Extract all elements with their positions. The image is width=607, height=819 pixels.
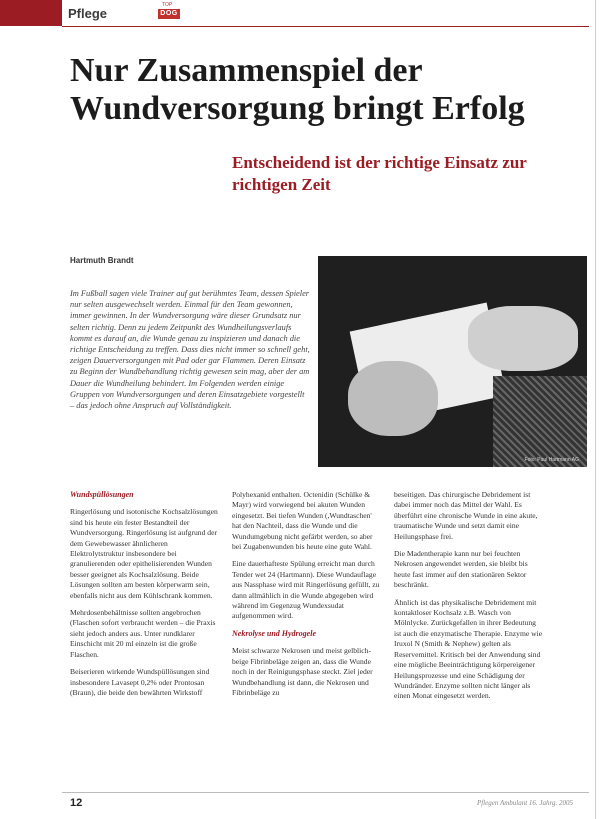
body-paragraph: Ähnlich ist das physikalische Debridement mit kontaktloser Kochsalz z.B. Wasch von Mölnlycke. Zurückgefallen in ihrer Bedeutung ist auch die enzymatische Therapie. Enzyme wie Iruxol N (Smith & Nephew) gelten als Reservemittel. Kritisch bei der Anwendung sind eine mögliche Beeinträchtigung körpereigener Heilungsprozesse und eine Schädigung der Wundränder. Enzyme sollten nicht länger als einen Monat eingesetzt werden. xyxy=(394,597,543,701)
page-number: 12 xyxy=(70,797,83,809)
header-rule xyxy=(62,26,589,27)
gloved-hand-left xyxy=(348,361,438,436)
article-title: Nur Zusammenspiel der Wundversorgung bringt Erfolg xyxy=(70,52,525,127)
article-subtitle: Entscheidend ist der richtige Einsatz zur richtigen Zeit xyxy=(232,153,527,194)
photo-credit: Foto: Paul Hartmann AG xyxy=(524,457,579,463)
body-paragraph: Polyhexanid enthalten. Octenidin (Schülke & Mayr) wird vorwiegend bei akuten Wunden eingesetzt. Bei tiefen Wunden (,Wundtaschen' hat den Nachteil, dass die Wunde und die Wundumgebung nicht gefärbt werden, so aber bei Zugabenwunden bis heute eine gute Wahl. xyxy=(232,490,373,552)
body-paragraph: Die Madentherapie kann nur bei feuchten Nekrosen angewendet werden, sie bleibt bis heute fast immer auf den stationären Sektor beschränkt. xyxy=(394,549,528,590)
page-edge-line xyxy=(595,0,596,819)
gloved-hand-right xyxy=(468,306,578,371)
journal-citation: Pflegen Ambulant 16. Jahrg. 2005 xyxy=(476,799,573,807)
body-paragraph: Ringerlösung und isotonische Kochsalzlösungen sind bis heute ein fester Bestandteil der Wundversorgung. Ringerlösung ist aufgrund der dem Gewebewasser ähnlicheren Elektrolytstruktur insbesondere bei granulierenden oder epithelisierenden Wunden besser geeignet als Kochsalzlösung. Beide Lösungen sollten am besten körperwarm sein, ebenfalls nicht aus dem Kühlschrank kommen. xyxy=(70,507,218,600)
body-paragraph: Eine dauerhafteste Spülung erreicht man durch Tender wet 24 (Hartmann). Diese Wundauflage aus Nassphase wird mit Ringerlösung gefüllt, zu dann allmählich in die Wunde abgegeben wird während im Gegenzug Wundexsudat aufgenommen wird. xyxy=(232,559,380,621)
body-paragraph: beseitigen. Das chirurgische Debridement ist dabei immer noch das Mittel der Wahl. Es überführt eine chronische Wunde in eine akute, traumatische Wunde und setzt damit eine Heilungsphase frei. xyxy=(394,490,538,541)
logo-superscript: TOP xyxy=(162,2,173,8)
lead-paragraph: Im Fußball sagen viele Trainer auf gut berühmtes Team, dessen Spieler nur selten ausgewechselt werden. Einmal für den Team gewonnen, immer gewinnen. In der Wundversorgung wäre dieser Grundsatz nur selten richtig. Denn zu jedem Zeitpunkt des Wundheilungsverlaufs kommt es darauf an, die Wunde genau zu inspizieren und danach die richtige Entscheidung zu treffen. Dass dies nicht immer so schnell geht, zeigen Dauerversorgungen mit Pad oder gar Flammen. Deren Einsatz zu Beginn der Wundbehandlung richtig gewesen sein mag, aber der am Dauer die Wundheilung behindert. Im Folgenden werden einige Gruppen von Wundversorgungen und deren Einsatzgebiete vorgestellt – das jedoch ohne Anspruch auf Vollständigkeit. xyxy=(70,289,310,411)
header-color-block xyxy=(0,0,62,26)
journal-logo-icon xyxy=(158,4,180,20)
body-paragraph: Meist schwarze Nekrosen und meist gelblich-beige Fibrinbeläge zeigen an, dass die Wunde noch in der Reinigungsphase steckt. Ziel jeder Wundbehandlung ist dann, die Nekrosen und Fibrinbeläge zu xyxy=(232,646,373,697)
body-paragraph: Mehrdosenbehältnisse sollten angebrochen (Flaschen sofort verbraucht werden – die Praxis sieht jedoch anders aus. Unter rundklarer Einschicht mit 20 ml einzeln ist die große Flaschen. xyxy=(70,608,216,659)
section-label: Pflege xyxy=(68,6,108,21)
body-paragraph: Beiserieren wirkende Wundspüllösungen sind insbesondere Lavasept 0,2% oder Prontosan (Braun), die beide den bewährten Wirkstoff xyxy=(70,667,210,697)
text-column-2 xyxy=(232,490,382,705)
text-column-3 xyxy=(394,490,544,709)
section-heading-nekrolyse: Nekrolyse und Hydrogele xyxy=(232,628,316,638)
logo-text: DOG xyxy=(158,9,180,19)
section-heading-wundspuellosungen: Wundspüllösungen xyxy=(70,490,134,499)
textile-pattern xyxy=(493,376,587,467)
text-column-1 xyxy=(70,490,220,705)
article-photo xyxy=(318,256,587,467)
author-name: Hartmuth Brandt xyxy=(70,256,134,265)
footer-rule xyxy=(62,792,589,793)
